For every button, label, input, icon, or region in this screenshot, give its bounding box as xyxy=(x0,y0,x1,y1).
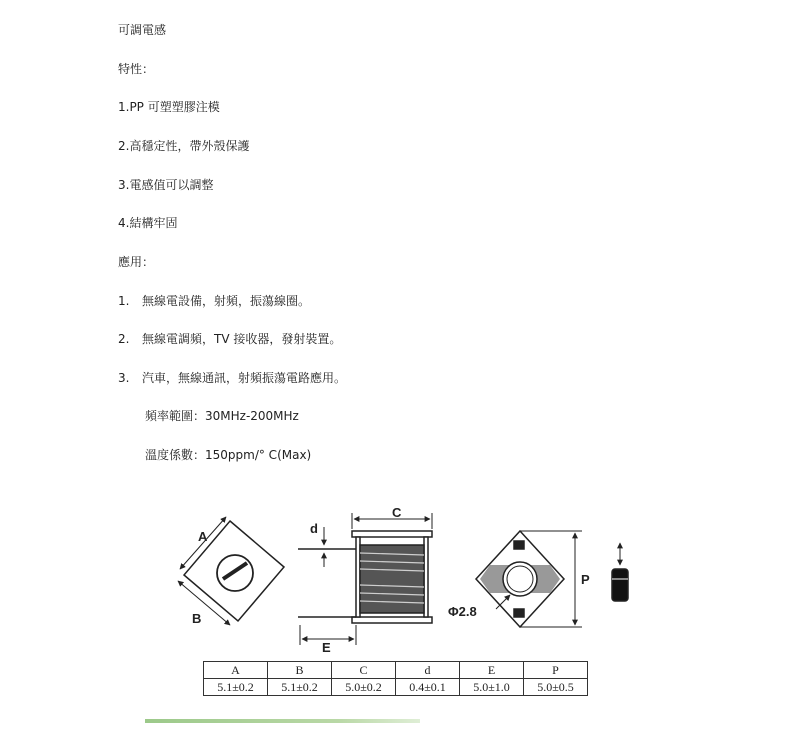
core-hole xyxy=(503,562,537,596)
applications-heading: 應用： xyxy=(118,255,155,269)
label-c: C xyxy=(392,505,402,520)
table-cell: 5.0±0.2 xyxy=(332,679,396,696)
label-e: E xyxy=(322,640,331,655)
features-heading: 特性： xyxy=(118,62,155,76)
table-header-cell: B xyxy=(268,662,332,679)
inductor-dimension-drawing xyxy=(170,505,640,655)
table-header-row xyxy=(204,662,588,679)
bottom-divider-bar xyxy=(145,719,420,723)
table-header-cell: P xyxy=(524,662,588,679)
table-cell: 5.0±0.5 xyxy=(524,679,588,696)
application-item xyxy=(118,331,341,347)
pin-pad-bottom xyxy=(514,609,524,617)
table-header-cell: d xyxy=(396,662,460,679)
frequency-range: 頻率範圍：30MHz-200MHz xyxy=(145,409,299,423)
table-cell: 5.1±0.2 xyxy=(268,679,332,696)
side-cap-bottom xyxy=(352,617,432,623)
label-a: A xyxy=(198,529,208,544)
side-cap-top xyxy=(352,531,432,537)
table-header-cell: E xyxy=(460,662,524,679)
profile-body xyxy=(612,569,628,601)
feature-item: 2.高穩定性，帶外殼保護 xyxy=(118,139,250,153)
label-d: d xyxy=(310,521,318,536)
bottom-view xyxy=(476,531,582,627)
application-number: 3. xyxy=(118,371,130,385)
top-view xyxy=(178,517,284,625)
label-b: B xyxy=(192,611,202,626)
label-p: P xyxy=(581,572,590,587)
profile-view xyxy=(612,543,628,601)
spec-table xyxy=(203,661,588,696)
adjust-slot xyxy=(223,563,247,579)
table-header-cell: C xyxy=(332,662,396,679)
application-item xyxy=(118,293,310,309)
application-number: 2. xyxy=(118,332,130,346)
side-view xyxy=(298,513,432,645)
table-cell: 5.0±1.0 xyxy=(460,679,524,696)
dim-line-b xyxy=(178,581,230,625)
temperature-coefficient: 溫度係數：150ppm/° C(Max) xyxy=(145,448,312,462)
table-cell: 5.1±0.2 xyxy=(204,679,268,696)
application-number: 1. xyxy=(118,294,130,308)
application-text: 汽車，無線通訊，射頻振蕩電路應用。 xyxy=(142,371,347,385)
document-title: 可調電感 xyxy=(118,23,167,37)
application-text: 無線電調頻，TV 接收器，發射裝置。 xyxy=(142,332,342,346)
table-cell: 0.4±0.1 xyxy=(396,679,460,696)
application-text: 無線電設備，射頻，振蕩線圈。 xyxy=(142,294,311,308)
table-row xyxy=(204,679,588,696)
table-header-cell: A xyxy=(204,662,268,679)
label-phi: Φ2.8 xyxy=(448,604,477,619)
pin-pad-top xyxy=(514,541,524,549)
feature-item: 3.電感值可以調整 xyxy=(118,178,214,192)
feature-item: 1.PP 可塑塑膠注模 xyxy=(118,100,220,114)
application-item xyxy=(118,370,346,386)
feature-item: 4.結構牢固 xyxy=(118,216,178,230)
